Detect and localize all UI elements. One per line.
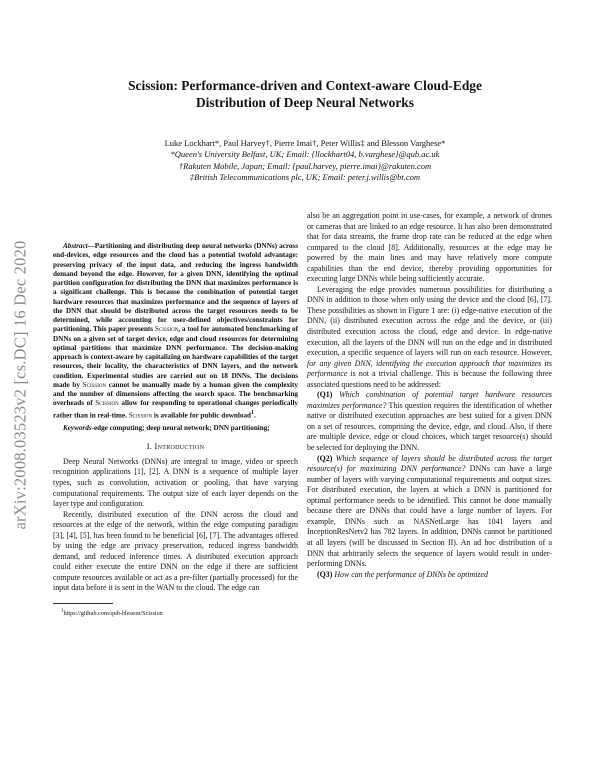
footnote — [53, 607, 298, 618]
question-1: (Q1) Which combination of potential target hardware resources maximizes performance? This question requires the identification of whether native or distributed execution approaches are best suited for a given DNN on a set of resources, comprising the device, edge, and cloud. Also, if there are multiple device, edge or cloud choices, which target resource(s) should be selected for deploying the DNN. — [307, 390, 552, 453]
author-block — [60, 138, 550, 184]
footnote-divider — [53, 603, 113, 604]
right-column — [307, 211, 552, 580]
section-number: I. — [146, 442, 153, 452]
tool-name: Scission — [128, 410, 153, 419]
footnote-number: 1 — [61, 608, 64, 615]
left-column — [53, 242, 298, 618]
tool-name: Scission — [82, 380, 107, 389]
abstract-lead: Abstract — [63, 242, 88, 250]
affiliation-1: *Queen's University Belfast, UK; Email: {llockhart04, b.varghese}@qub.ac.uk — [170, 149, 440, 160]
tool-name: Scission — [154, 325, 179, 334]
affiliation-2: †Rakuten Mobile, Japan; Email: {paul.harvey, pierre.imai}@rakuten.com — [178, 160, 432, 171]
question-3: (Q3) How can the performance of DNNs be optimized — [317, 569, 488, 579]
section-title: Introduction — [154, 442, 205, 452]
intro-paragraph-1: Deep Neural Networks (DNNs) are integral to image, video or speech recognition applications [1], [2]. A DNN is a sequence of multiple layer types, such as convolution, activation or pooling, that have varying computational requirements. The output size of each layer depends on the layer type and configuration. — [53, 456, 298, 509]
title-line-1: Scission: Performance-driven and Context-aware Cloud-Edge — [128, 78, 482, 93]
keywords-lead: Keywords — [63, 424, 92, 433]
intro-paragraph-2: Recently, distributed execution of the DNN across the cloud and resources at the edge of the network, within the edge computing paradigm [3], [4], [5], has been found to be beneficial [6], [7]. The advantages offered by using the edge are privacy preservation, reduced ingress bandwidth demand, and reduced inference times. A distributed execution approach could either execute the entire DNN on the edge if there are sufficient compute resources available or act as a pre-filter (partially processed) for the input data before it is sent in the WAN to the cloud. The edge can — [53, 509, 298, 593]
arxiv-stamp-text: arXiv:2008.03523v2 [cs.DC] 16 Dec 2020 — [10, 240, 30, 530]
paper-title — [60, 77, 550, 111]
question-2: (Q2) Which sequence of layers should be distributed across the target resource(s) for maximizing DNN performance? DNNs can have a large number of layers with varying computational requirements and output sizes. For distributed execution, the layers at which a DNN is partitioned for optimal performance needs to be identified. This cannot be done manually because there are DNNs that could have a large number of layers. For example, DNNs such as NASNetLarge has 1041 layers and InceptionResNetv2 has 782 layers. In addition, DNNs cannot be partitioned at all layers (will be discussed in Section II). An ad hoc distribution of a DNN that arbitrarily selects the sequence of layers would result in under-performing DNNs. — [307, 453, 552, 569]
intro-paragraph-4: Leveraging the edge provides numerous possibilities for distributing a DNN in addition to those when only using the device and the cloud [6], [7]. These possibilities as shown in Figure 1 are: (i) edge-native execution of the DNN, (ii) distributed execution across the edge and the device, or (iii) distributed execution across the cloud, edge and device. In edge-native execution, all the layers of the DNN will run on the edge and in distributed execution, a specific sequence of layers will run on each resource. However, for any given DNN, identifying the execution approach that maximizes its performance is not a trivial challenge. This is because the following three associated questions need to be addressed: — [307, 284, 552, 389]
arxiv-stamp — [6, 200, 34, 570]
abstract: Abstract—Partitioning and distributing deep neural networks (DNNs) across end-devices, edge resources and the cloud has a potential twofold advantage: preserving privacy of the input data, and reducing the ingress bandwidth demand beyond the edge. However, for a given DNN, identifying the optimal partition configuration for distributing the DNN that maximizes performance is a significant challenge. This is because the combination of potential target hardware resources that maximizes performance and the sequence of layers of the DNN that should be distributed across the target resources needs to be determined, while accounting for user-defined objectives/constraints for partitioning. This paper presents Scission, a tool for automated benchmarking of DNNs on a given set of target device, edge and cloud resources for determining optimal partitions that maximize DNN performance. The decision-making approach is context-aware by capitalizing on hardware capabilities of the target resources, their locality, the characteristics of DNN layers, and the network condition. Experimental studies are carried out on 18 DNNs. The decisions made by Scission cannot be manually made by a human given the complexity and the number of dimensions affecting the search space. The benchmarking overheads of Scission allow for responding to operational changes periodically rather than in real-time. Scission is available for public download$^1$. — [53, 242, 299, 419]
footnote-marker: 1 — [251, 409, 254, 416]
keywords: Keywords-edge computing; deep neural network; DNN partitioning; — [63, 424, 270, 433]
intro-paragraph-3: also be an aggregation point in use-cases, for example, a network of drones or cameras that are linked to an edge resource. It has also been demonstrated that for data streams, the frame drop rate can be reduced at the edge when compared to the cloud [8]. Additionally, resources at the edge may be powered by the main lines and may have relatively more compute capabilities than the end device, thereby providing opportunities for executing large DNNs while being sufficiently accurate. — [307, 211, 552, 284]
footnote-url[interactable]: https://github.com/qub-blesson/Scission — [63, 610, 163, 618]
tool-name: Scission — [95, 399, 119, 408]
author-names: Luke Lockhart*, Paul Harvey†, Pierre Imai†, Peter Willis‡ and Blesson Varghese* — [164, 138, 446, 148]
affiliation-3: ‡British Telecommunications plc, UK; Email: peter.j.willis@bt.com — [189, 172, 421, 183]
title-line-2: Distribution of Deep Neural Networks — [196, 95, 414, 110]
section-heading-introduction — [53, 442, 298, 453]
